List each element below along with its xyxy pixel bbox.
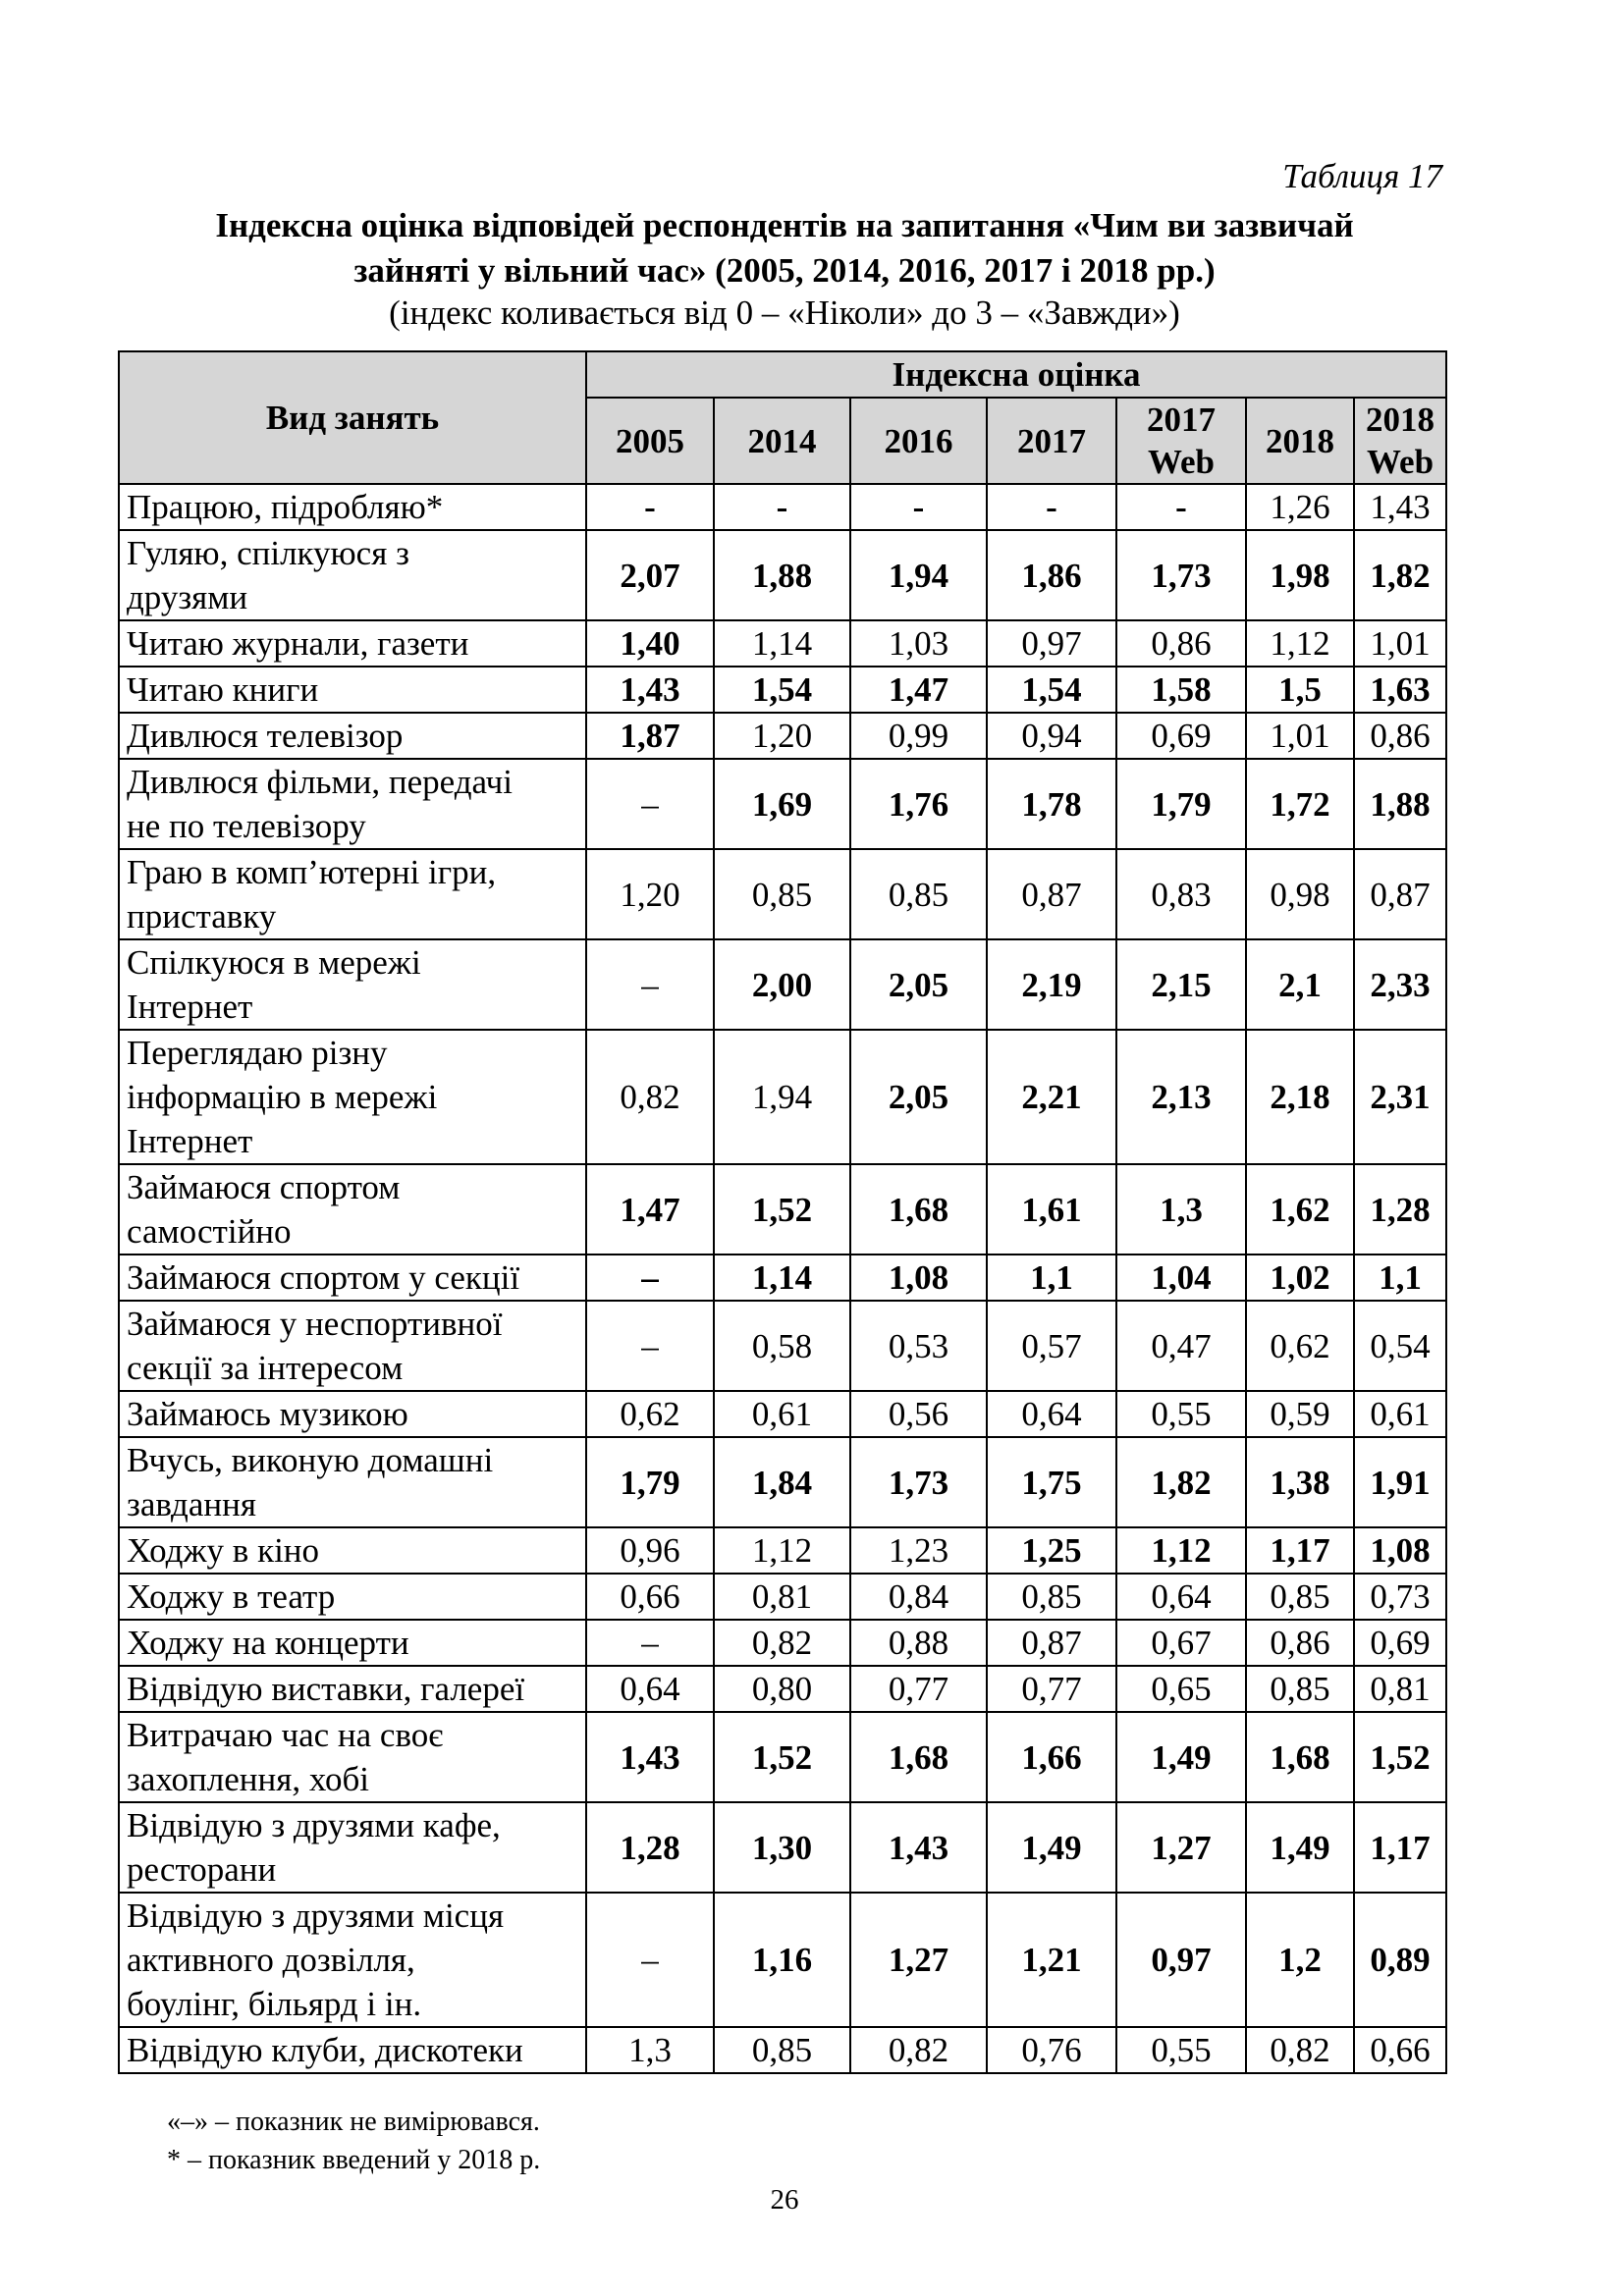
activity-name [119, 939, 586, 1030]
activity-name-line: боулінг, більярд і ін. [127, 1985, 422, 2023]
value-cell: 0,69 [1354, 1620, 1446, 1666]
activity-name-line: Займаюся спортом у секції [127, 1258, 520, 1297]
activity-name-line: друзями [127, 578, 248, 616]
value-cell: 0,73 [1354, 1574, 1446, 1620]
value-cell: 0,64 [1116, 1574, 1246, 1620]
activity-name [119, 713, 586, 759]
value-cell: - [1116, 484, 1246, 530]
header-year [987, 398, 1116, 484]
header-year-line: 2017 [1017, 421, 1086, 460]
value-cell: 1,38 [1246, 1437, 1354, 1527]
activity-name-line: Дивлюся телевізор [127, 717, 404, 755]
activity-name-line: Займаюсь музикою [127, 1395, 408, 1433]
value-cell: 0,85 [987, 1574, 1116, 1620]
value-cell: 1,43 [1354, 484, 1446, 530]
header-year-line: 2016 [884, 421, 953, 460]
value-cell: 1,43 [586, 1712, 714, 1802]
value-cell: 0,87 [1354, 849, 1446, 939]
value-cell: 1,08 [850, 1255, 987, 1301]
value-cell: 0,97 [1116, 1893, 1246, 2027]
table-row [119, 1164, 1446, 1255]
value-cell: 1,54 [987, 667, 1116, 713]
value-cell: 1,43 [586, 667, 714, 713]
activity-name [119, 1574, 586, 1620]
activity-name-line: захоплення, хобі [127, 1760, 370, 1798]
value-cell: 1,20 [714, 713, 850, 759]
activity-name-line: Відвідую з друзями кафе, [127, 1806, 501, 1844]
value-cell: 0,96 [586, 1527, 714, 1574]
header-year-line: 2017 [1147, 400, 1216, 439]
header-year-sub-line: Web [1366, 443, 1435, 481]
value-cell: 1,28 [586, 1802, 714, 1893]
value-cell: 1,27 [1116, 1802, 1246, 1893]
activity-name [119, 1301, 586, 1391]
activity-name-line: Ходжу в театр [127, 1577, 336, 1616]
activity-name-line: Ходжу на концерти [127, 1624, 409, 1662]
value-cell: 1,47 [586, 1164, 714, 1255]
value-cell: 1,04 [1116, 1255, 1246, 1301]
table-row [119, 759, 1446, 849]
value-cell: 1,68 [1246, 1712, 1354, 1802]
value-cell: 0,98 [1246, 849, 1354, 939]
value-cell: 1,49 [987, 1802, 1116, 1893]
header-year [850, 398, 987, 484]
footnotes [167, 2103, 540, 2179]
value-cell: 0,64 [586, 1666, 714, 1712]
value-cell: 1,3 [1116, 1164, 1246, 1255]
value-cell: 0,62 [1246, 1301, 1354, 1391]
value-cell: 0,57 [987, 1301, 1116, 1391]
table-row [119, 1301, 1446, 1391]
value-cell: 0,85 [850, 849, 987, 939]
value-cell: 1,61 [987, 1164, 1116, 1255]
value-cell: 0,81 [1354, 1666, 1446, 1712]
value-cell: 2,05 [850, 939, 987, 1030]
value-cell: 0,61 [714, 1391, 850, 1437]
value-cell: 1,21 [987, 1893, 1116, 2027]
value-cell: 1,01 [1354, 620, 1446, 667]
value-cell: - [714, 484, 850, 530]
table-row [119, 1527, 1446, 1574]
value-cell: 0,87 [987, 849, 1116, 939]
value-cell: 1,3 [586, 2027, 714, 2073]
value-cell: 0,66 [586, 1574, 714, 1620]
value-cell: 0,77 [987, 1666, 1116, 1712]
value-cell: 0,85 [714, 2027, 850, 2073]
value-cell: - [987, 484, 1116, 530]
value-cell: 0,76 [987, 2027, 1116, 2073]
activity-name-line: Відвідую виставки, галереї [127, 1670, 525, 1708]
table-row [119, 1574, 1446, 1620]
activity-name-line: Читаю журнали, газети [127, 624, 469, 663]
activity-name-line: не по телевізору [127, 807, 366, 845]
value-cell: 0,61 [1354, 1391, 1446, 1437]
value-cell: 1,62 [1246, 1164, 1354, 1255]
value-cell: 1,58 [1116, 667, 1246, 713]
value-cell: 2,15 [1116, 939, 1246, 1030]
activity-name [119, 1391, 586, 1437]
value-cell: 1,73 [1116, 530, 1246, 620]
value-cell: 1,68 [850, 1164, 987, 1255]
value-cell: 0,86 [1116, 620, 1246, 667]
header-year [1116, 398, 1246, 484]
value-cell: 1,28 [1354, 1164, 1446, 1255]
value-cell: 1,26 [1246, 484, 1354, 530]
value-cell: 1,87 [586, 713, 714, 759]
table-row [119, 1030, 1446, 1164]
activity-name [119, 484, 586, 530]
value-cell: 1,01 [1246, 713, 1354, 759]
value-cell: 1,02 [1246, 1255, 1354, 1301]
value-cell: 0,81 [714, 1574, 850, 1620]
value-cell: - [586, 484, 714, 530]
value-cell: 0,82 [586, 1030, 714, 1164]
table-row [119, 2027, 1446, 2073]
value-cell: 0,85 [1246, 1574, 1354, 1620]
table-row [119, 1712, 1446, 1802]
value-cell: 0,82 [714, 1620, 850, 1666]
activity-name-line: Займаюся у неспортивної [127, 1305, 503, 1343]
table-row [119, 1391, 1446, 1437]
index-table [118, 350, 1447, 2074]
activity-name-line: Працюю, підробляю* [127, 488, 444, 526]
value-cell: 1,84 [714, 1437, 850, 1527]
value-cell: 1,14 [714, 1255, 850, 1301]
activity-name [119, 849, 586, 939]
value-cell: 0,89 [1354, 1893, 1446, 2027]
value-cell: 1,82 [1354, 530, 1446, 620]
header-year-sub-line: Web [1147, 443, 1216, 481]
value-cell: 0,86 [1354, 713, 1446, 759]
value-cell: 0,80 [714, 1666, 850, 1712]
header-year [1354, 398, 1446, 484]
value-cell: – [586, 1893, 714, 2027]
value-cell: 0,84 [850, 1574, 987, 1620]
title-line-2: зайняті у вільний час» (2005, 2014, 2016, 2017 і 2018 рр.) [353, 251, 1216, 290]
activity-name-line: Переглядаю різну [127, 1034, 388, 1072]
table-row [119, 849, 1446, 939]
value-cell: 2,13 [1116, 1030, 1246, 1164]
value-cell: 2,07 [586, 530, 714, 620]
activity-name-line: Витрачаю час на своє [127, 1716, 444, 1754]
value-cell: 0,47 [1116, 1301, 1246, 1391]
value-cell: 2,21 [987, 1030, 1116, 1164]
table-row [119, 667, 1446, 713]
value-cell: 1,12 [1246, 620, 1354, 667]
activity-name-line: Відвідую з друзями місця [127, 1896, 505, 1935]
value-cell: 1,68 [850, 1712, 987, 1802]
activity-name [119, 1255, 586, 1301]
value-cell: – [586, 759, 714, 849]
value-cell: 1,66 [987, 1712, 1116, 1802]
value-cell: 1,94 [714, 1030, 850, 1164]
header-activity-type: Вид занять [119, 351, 586, 484]
value-cell: 1,40 [586, 620, 714, 667]
value-cell: 1,79 [586, 1437, 714, 1527]
header-year [714, 398, 850, 484]
header-year [586, 398, 714, 484]
value-cell: 0,69 [1116, 713, 1246, 759]
value-cell: 0,94 [987, 713, 1116, 759]
activity-name [119, 667, 586, 713]
activity-name-line: Дивлюся фільми, передачі [127, 763, 513, 801]
value-cell: 1,52 [1354, 1712, 1446, 1802]
activity-name [119, 1527, 586, 1574]
title-line-1: Індексна оцінка відповідей респондентів на запитання «Чим ви зазвичай [215, 206, 1354, 244]
value-cell: 0,82 [1246, 2027, 1354, 2073]
value-cell: 1,49 [1116, 1712, 1246, 1802]
value-cell: 0,97 [987, 620, 1116, 667]
activity-name-line: Відвідую клуби, дискотеки [127, 2031, 523, 2069]
header-year-line: 2018 [1266, 421, 1334, 460]
activity-name-line: Займаюся спортом [127, 1168, 401, 1206]
value-cell: 0,85 [1246, 1666, 1354, 1712]
value-cell: 0,65 [1116, 1666, 1246, 1712]
value-cell: 1,79 [1116, 759, 1246, 849]
activity-name [119, 1620, 586, 1666]
value-cell: 1,82 [1116, 1437, 1246, 1527]
value-cell: 1,63 [1354, 667, 1446, 713]
table-row [119, 1666, 1446, 1712]
activity-name-line: Ходжу в кіно [127, 1531, 320, 1570]
value-cell: – [586, 1255, 714, 1301]
value-cell: 2,19 [987, 939, 1116, 1030]
value-cell: 2,33 [1354, 939, 1446, 1030]
table-row [119, 1620, 1446, 1666]
value-cell: 1,73 [850, 1437, 987, 1527]
value-cell: 1,5 [1246, 667, 1354, 713]
value-cell: 1,91 [1354, 1437, 1446, 1527]
value-cell: – [586, 1301, 714, 1391]
table-title [0, 203, 1569, 294]
value-cell: 0,59 [1246, 1391, 1354, 1437]
activity-name-line: завдання [127, 1485, 256, 1523]
activity-name [119, 1437, 586, 1527]
value-cell: 1,75 [987, 1437, 1116, 1527]
value-cell: – [586, 939, 714, 1030]
value-cell: 0,83 [1116, 849, 1246, 939]
value-cell: 1,14 [714, 620, 850, 667]
value-cell: 1,88 [1354, 759, 1446, 849]
activity-name-line: Інтернет [127, 988, 253, 1026]
value-cell: 1,12 [714, 1527, 850, 1574]
value-cell: 0,64 [987, 1391, 1116, 1437]
value-cell: 1,69 [714, 759, 850, 849]
value-cell: 0,82 [850, 2027, 987, 2073]
activity-name-line: приставку [127, 897, 277, 935]
value-cell: 1,20 [586, 849, 714, 939]
value-cell: 1,49 [1246, 1802, 1354, 1893]
activity-name [119, 1164, 586, 1255]
activity-name [119, 1802, 586, 1893]
value-cell: 0,77 [850, 1666, 987, 1712]
table-subtitle: (індекс коливається від 0 – «Ніколи» до 3 – «Завжди») [389, 294, 1180, 332]
activity-name-line: Вчусь, виконую домашні [127, 1441, 494, 1479]
value-cell: - [850, 484, 987, 530]
value-cell: 0,67 [1116, 1620, 1246, 1666]
value-cell: 1,25 [987, 1527, 1116, 1574]
activity-name-line: самостійно [127, 1212, 292, 1251]
value-cell: 0,58 [714, 1301, 850, 1391]
activity-name [119, 530, 586, 620]
table-row [119, 1802, 1446, 1893]
activity-name-line: Гуляю, спілкуюся з [127, 534, 409, 572]
activity-name [119, 1893, 586, 2027]
value-cell: 2,00 [714, 939, 850, 1030]
value-cell: 2,31 [1354, 1030, 1446, 1164]
value-cell: 1,47 [850, 667, 987, 713]
page-number: 26 [770, 2184, 799, 2216]
value-cell: 0,55 [1116, 2027, 1246, 2073]
value-cell: 1,94 [850, 530, 987, 620]
activity-name-line: Читаю книги [127, 670, 319, 709]
activity-name [119, 759, 586, 849]
footnote-asterisk: * – показник введений у 2018 р. [167, 2145, 541, 2175]
value-cell: 0,54 [1354, 1301, 1446, 1391]
activity-name [119, 1712, 586, 1802]
value-cell: 0,85 [714, 849, 850, 939]
table-row [119, 1255, 1446, 1301]
value-cell: 0,88 [850, 1620, 987, 1666]
header-year-line: 2018 [1366, 400, 1435, 439]
header-index-group: Індексна оцінка [586, 351, 1446, 398]
value-cell: 1,88 [714, 530, 850, 620]
value-cell: 2,18 [1246, 1030, 1354, 1164]
table-row [119, 1437, 1446, 1527]
value-cell: 0,66 [1354, 2027, 1446, 2073]
value-cell: 1,86 [987, 530, 1116, 620]
activity-name [119, 1666, 586, 1712]
header-year-line: 2005 [616, 421, 684, 460]
table-row [119, 530, 1446, 620]
table-row [119, 1893, 1446, 2027]
table-row [119, 620, 1446, 667]
activity-name [119, 620, 586, 667]
value-cell: 1,43 [850, 1802, 987, 1893]
value-cell: 1,52 [714, 1164, 850, 1255]
activity-name-line: Інтернет [127, 1122, 253, 1160]
activity-name-line: активного дозвілля, [127, 1941, 415, 1979]
value-cell: 1,2 [1246, 1893, 1354, 2027]
value-cell: 1,78 [987, 759, 1116, 849]
table-row [119, 484, 1446, 530]
header-year [1246, 398, 1354, 484]
value-cell: 0,87 [987, 1620, 1116, 1666]
value-cell: 2,05 [850, 1030, 987, 1164]
value-cell: 0,56 [850, 1391, 987, 1437]
activity-name-line: Граю в комп’ютерні ігри, [127, 853, 497, 891]
value-cell: 1,98 [1246, 530, 1354, 620]
activity-name-line: ресторани [127, 1850, 277, 1889]
activity-name [119, 2027, 586, 2073]
value-cell: 1,54 [714, 667, 850, 713]
value-cell: 1,52 [714, 1712, 850, 1802]
value-cell: 1,27 [850, 1893, 987, 2027]
table-row [119, 939, 1446, 1030]
value-cell: 1,1 [1354, 1255, 1446, 1301]
value-cell: – [586, 1620, 714, 1666]
header-year-line: 2014 [747, 421, 817, 460]
value-cell: 1,23 [850, 1527, 987, 1574]
table-label: Таблиця 17 [1282, 157, 1442, 195]
value-cell: 1,1 [987, 1255, 1116, 1301]
value-cell: 0,86 [1246, 1620, 1354, 1666]
value-cell: 1,16 [714, 1893, 850, 2027]
footnote-dash: «–» – показник не вимірювався. [167, 2107, 540, 2137]
table-row [119, 713, 1446, 759]
value-cell: 0,53 [850, 1301, 987, 1391]
activity-name-line: Спілкуюся в мережі [127, 943, 421, 982]
value-cell: 1,17 [1246, 1527, 1354, 1574]
value-cell: 0,99 [850, 713, 987, 759]
value-cell: 2,1 [1246, 939, 1354, 1030]
value-cell: 1,08 [1354, 1527, 1446, 1574]
value-cell: 0,62 [586, 1391, 714, 1437]
activity-name [119, 1030, 586, 1164]
value-cell: 0,55 [1116, 1391, 1246, 1437]
value-cell: 1,76 [850, 759, 987, 849]
value-cell: 1,17 [1354, 1802, 1446, 1893]
value-cell: 1,03 [850, 620, 987, 667]
activity-name-line: інформацію в мережі [127, 1078, 438, 1116]
value-cell: 1,30 [714, 1802, 850, 1893]
activity-name-line: секції за інтересом [127, 1349, 404, 1387]
value-cell: 1,12 [1116, 1527, 1246, 1574]
value-cell: 1,72 [1246, 759, 1354, 849]
